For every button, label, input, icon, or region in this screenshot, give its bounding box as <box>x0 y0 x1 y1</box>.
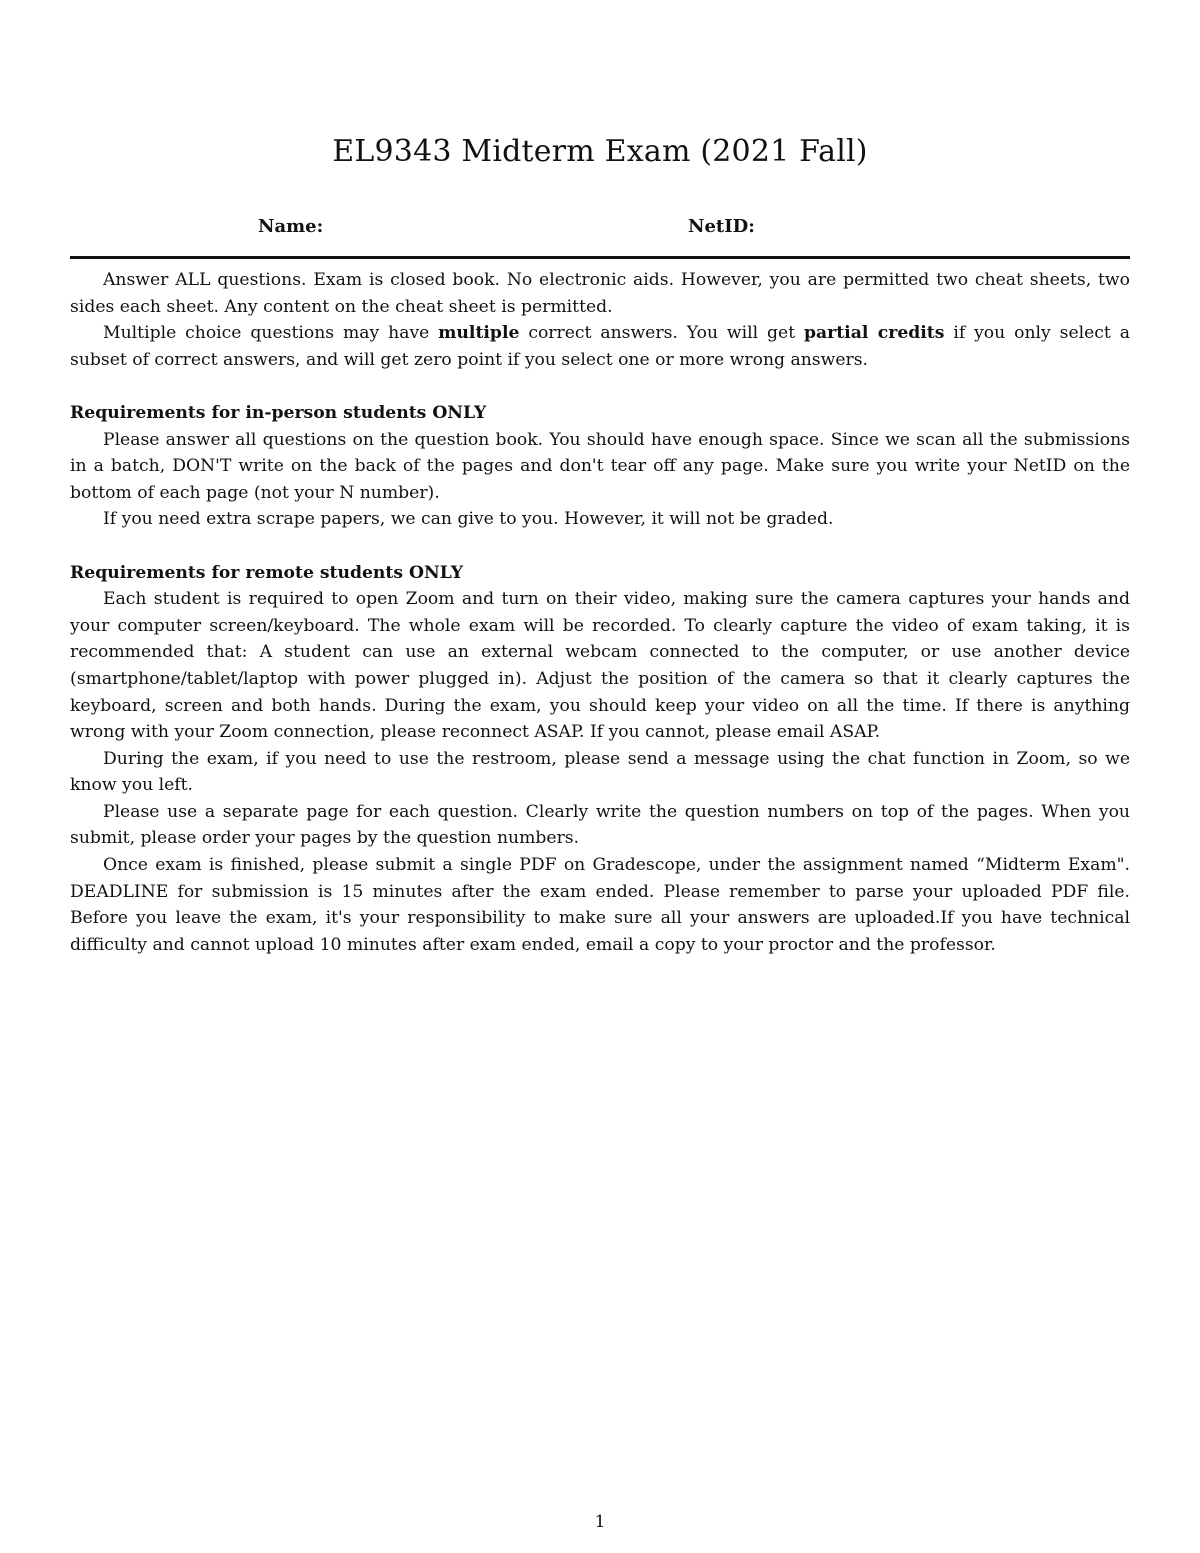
in-person-paragraph-2: If you need extra scrape papers, we can give to you. However, it will not be graded. <box>103 509 834 530</box>
header-divider <box>70 256 1130 259</box>
name-label: Name: <box>258 216 324 237</box>
intro-paragraph-2 <box>70 320 1130 373</box>
intro-p2-text-c: if you only select a subset of correct answers, and will get zero point if you select one or more wrong answers. <box>70 323 1130 370</box>
in-person-heading: Requirements for in-person students ONLY <box>70 402 487 423</box>
instructions-body <box>70 267 1130 958</box>
student-info-fields <box>70 216 1130 242</box>
remote-paragraph-1: Each student is required to open Zoom and turn on their video, making sure the camera captures your hands and your computer screen/keyboard. The whole exam will be recorded. To clearly capture the video of exam taking, it is recommended that: A student can use an external webcam connected to the computer, or use another device (smartphone/tablet/laptop with power plugged in). Adjust the position of the camera so that it clearly captures the keyboard, screen and both hands. During the exam, you should keep your video on all the time. If there is anything wrong with your Zoom connection, please reconnect ASAP. If you cannot, please email ASAP. <box>70 589 1130 743</box>
intro-p2-bold-multiple: multiple <box>438 323 520 344</box>
intro-p2-text-a: Multiple choice questions may have <box>103 323 439 344</box>
remote-paragraph-4: Once exam is finished, please submit a single PDF on Gradescope, under the assignment named “Midterm Exam". DEADLINE for submission is 15 minutes after the exam ended. Please remember to parse your uploaded PDF file. Before you leave the exam, it's your responsibility to make sure all your answers are uploaded.If you have technical difficulty and cannot upload 10 minutes after exam ended, email a copy to your proctor and the professor. <box>70 855 1130 955</box>
remote-heading: Requirements for remote students ONLY <box>70 562 463 583</box>
intro-paragraph-1: Answer ALL questions. Exam is closed book. No electronic aids. However, you are permitted two cheat sheets, two sides each sheet. Any content on the cheat sheet is permitted. <box>70 270 1130 317</box>
in-person-paragraph-1: Please answer all questions on the question book. You should have enough space. Since we scan all the submissions in a batch, DON'T write on the back of the pages and don't tear off any page. Make sure you write your NetID on the bottom of each page (not your N number). <box>70 429 1130 503</box>
page-title: EL9343 Midterm Exam (2021 Fall) <box>332 134 868 169</box>
intro-p2-bold-partial-credits: partial credits <box>804 323 945 344</box>
exam-page <box>70 0 1130 1553</box>
page-number: 1 <box>594 1512 606 1532</box>
netid-label: NetID: <box>688 216 755 237</box>
remote-paragraph-2: During the exam, if you need to use the restroom, please send a message using the chat function in Zoom, so we know you left. <box>70 748 1130 796</box>
remote-paragraph-3: Please use a separate page for each question. Clearly write the question numbers on top of the pages. When you submit, please order your pages by the question numbers. <box>70 801 1130 849</box>
intro-p2-text-b: correct answers. You will get <box>519 323 805 344</box>
